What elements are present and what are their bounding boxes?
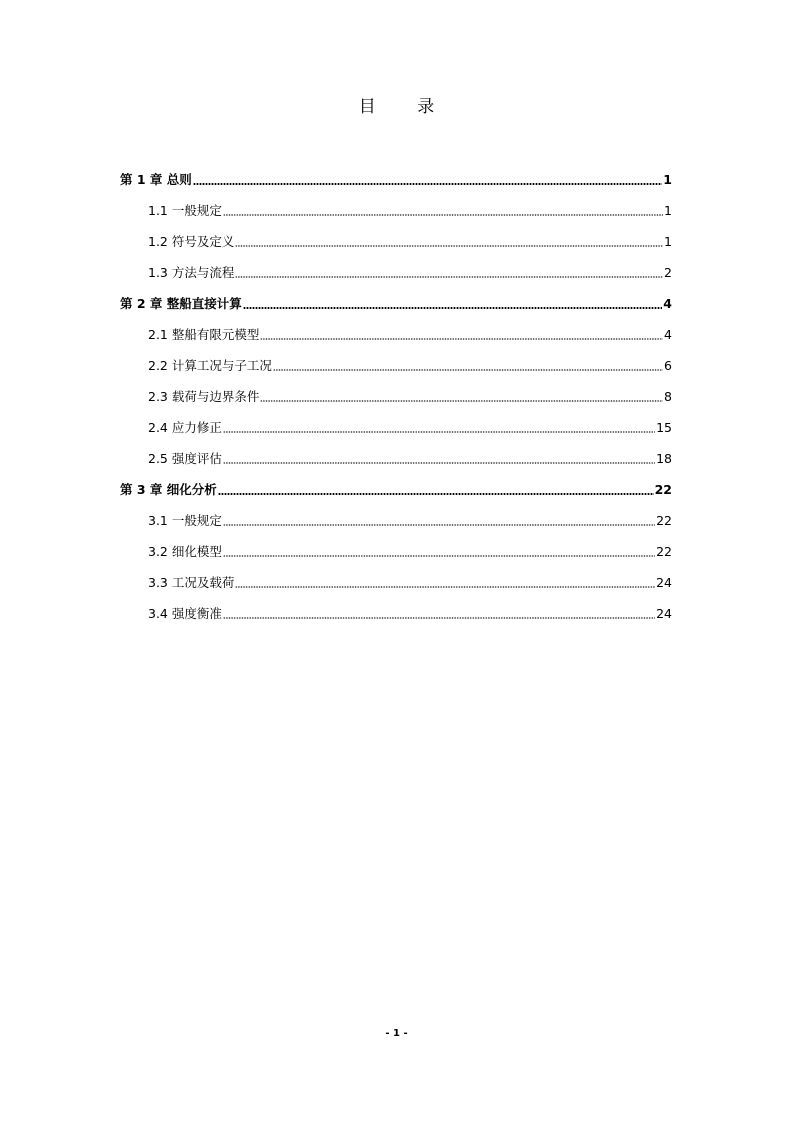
dot-leader xyxy=(218,492,654,496)
toc-section-3-2[interactable] xyxy=(120,536,672,567)
toc-entry-label: 2.5 强度评估 xyxy=(148,450,222,466)
dot-leader xyxy=(223,616,655,620)
toc-entry-label: 3.3 工况及载荷 xyxy=(148,574,235,590)
toc-page-number: 4 xyxy=(663,295,672,311)
toc-section-3-1[interactable] xyxy=(120,505,672,536)
dot-leader xyxy=(223,213,663,217)
toc-section-2-3[interactable] xyxy=(120,381,672,412)
toc-page-number: 4 xyxy=(664,326,672,342)
toc-section-3-4[interactable] xyxy=(120,598,672,629)
toc-entry-label: 1.3 方法与流程 xyxy=(148,264,235,280)
toc-page-number: 1 xyxy=(664,233,672,249)
toc-section-2-2[interactable] xyxy=(120,350,672,381)
toc-entry-label: 1.1 一般规定 xyxy=(148,202,222,218)
toc-entry-label: 1.2 符号及定义 xyxy=(148,233,235,249)
toc-entry-label: 2.3 载荷与边界条件 xyxy=(148,388,260,404)
page-number-footer: - 1 - xyxy=(385,1028,408,1039)
toc-section-2-4[interactable] xyxy=(120,412,672,443)
toc-page-number: 8 xyxy=(664,388,672,404)
dot-leader xyxy=(193,182,663,186)
dot-leader xyxy=(260,399,663,403)
toc-section-2-5[interactable] xyxy=(120,443,672,474)
toc-section-1-2[interactable] xyxy=(120,226,672,257)
toc-page-number: 22 xyxy=(656,543,672,559)
toc-page-number: 6 xyxy=(664,357,672,373)
toc-page-number: 24 xyxy=(656,574,672,590)
toc-entry-label: 第 2 章 整船直接计算 xyxy=(120,295,242,311)
toc-section-1-3[interactable] xyxy=(120,257,672,288)
toc-entry-label: 第 1 章 总则 xyxy=(120,171,192,187)
toc-page-number: 1 xyxy=(664,202,672,218)
dot-leader xyxy=(243,306,663,310)
dot-leader xyxy=(223,523,655,527)
toc-page-number: 1 xyxy=(663,171,672,187)
toc-page-number: 22 xyxy=(654,481,672,497)
dot-leader xyxy=(223,430,655,434)
toc-entry-label: 2.4 应力修正 xyxy=(148,419,222,435)
toc-chapter-3[interactable] xyxy=(120,474,672,505)
dot-leader xyxy=(273,368,663,372)
toc-entry-label: 3.4 强度衡准 xyxy=(148,605,222,621)
toc-page-number: 2 xyxy=(664,264,672,280)
toc-page-number: 15 xyxy=(656,419,672,435)
toc-chapter-2[interactable] xyxy=(120,288,672,319)
toc-entry-label: 3.2 细化模型 xyxy=(148,543,222,559)
dot-leader xyxy=(235,275,663,279)
toc-page-number: 22 xyxy=(656,512,672,528)
dot-leader xyxy=(235,585,655,589)
dot-leader xyxy=(223,461,655,465)
dot-leader xyxy=(235,244,663,248)
toc-chapter-1[interactable] xyxy=(120,164,672,195)
toc-entry-label: 3.1 一般规定 xyxy=(148,512,222,528)
dot-leader xyxy=(260,337,663,341)
page-title: 目 录 xyxy=(358,97,453,117)
toc-section-1-1[interactable] xyxy=(120,195,672,226)
toc-entry-label: 2.1 整船有限元模型 xyxy=(148,326,260,342)
dot-leader xyxy=(223,554,655,558)
toc-section-3-3[interactable] xyxy=(120,567,672,598)
toc-entry-label: 第 3 章 细化分析 xyxy=(120,481,217,497)
toc-section-2-1[interactable] xyxy=(120,319,672,350)
toc-entry-label: 2.2 计算工况与子工况 xyxy=(148,357,272,373)
table-of-contents xyxy=(120,164,672,629)
toc-page-number: 18 xyxy=(656,450,672,466)
toc-page-number: 24 xyxy=(656,605,672,621)
